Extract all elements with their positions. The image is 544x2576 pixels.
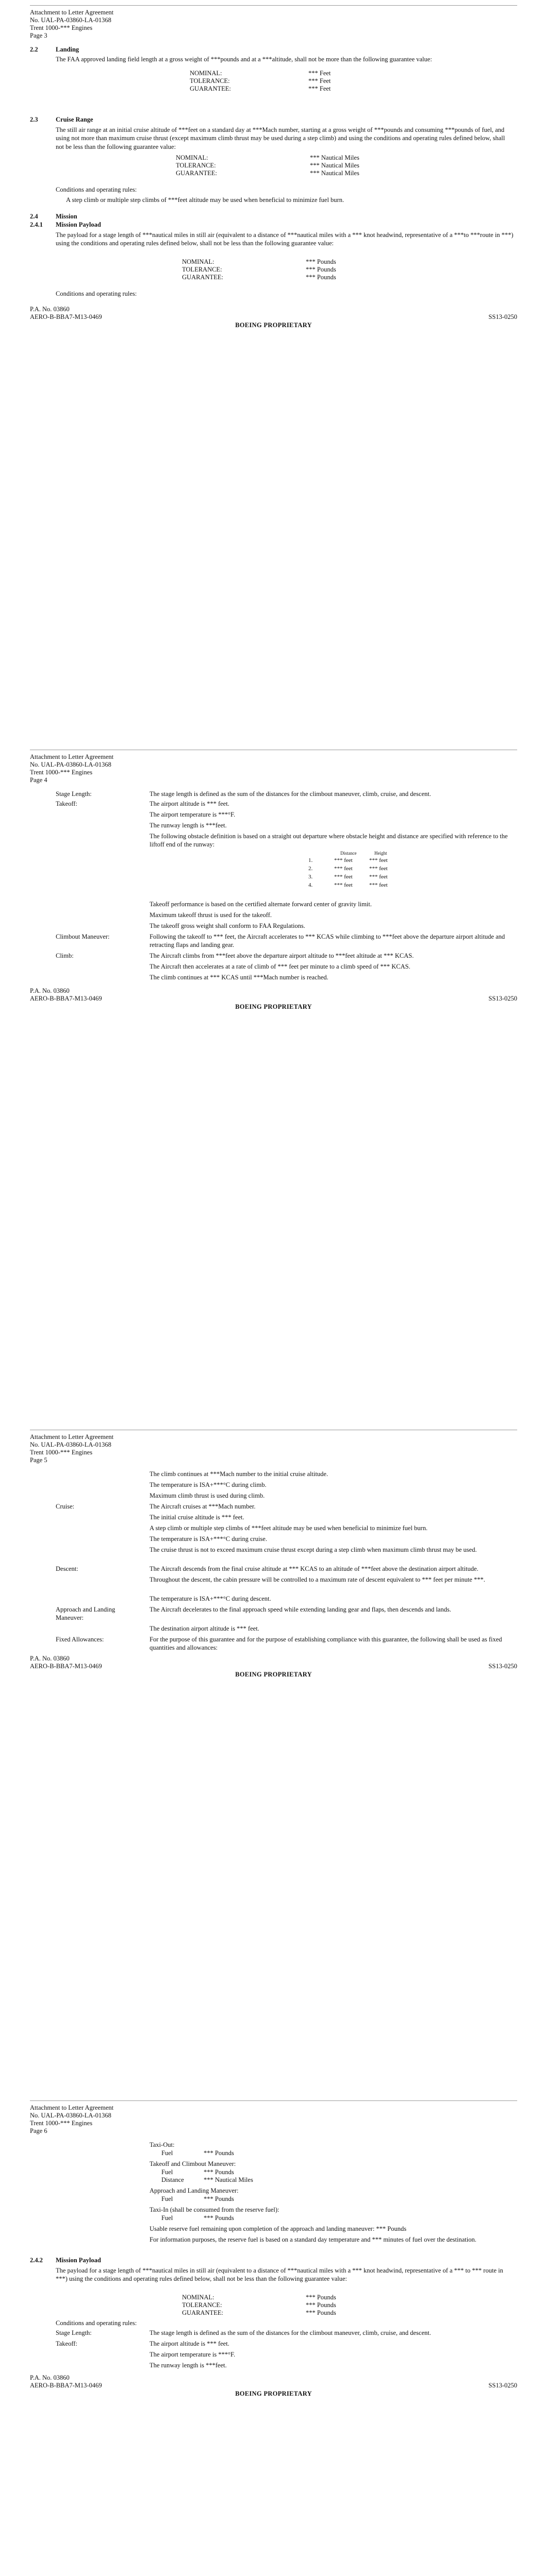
- takeoff-thrust-text: Maximum takeoff thrust is used for the takeoff.: [150, 911, 272, 919]
- climb-text-3: The climb continues at *** KCAS until ***Mach number is reached.: [150, 974, 328, 981]
- stage-length-label: Stage Length:: [56, 2329, 92, 2336]
- tolerance-value: *** Feet: [308, 77, 331, 84]
- climb-text-6: Maximum climb thrust is used during climb.: [150, 1492, 265, 1499]
- climb-text-4: The climb continues at ***Mach number to the initial cruise altitude.: [150, 1470, 328, 1478]
- takeoff-label: Takeoff:: [56, 800, 77, 807]
- section-number: 2.4: [30, 213, 38, 220]
- tolerance-value: *** Pounds: [306, 266, 336, 273]
- header-page-number: Page 3: [30, 32, 47, 39]
- nominal-label: NOMINAL:: [176, 154, 208, 161]
- ti-fuel-label: Fuel: [161, 2214, 173, 2222]
- footer-aero-code: AERO-B-BBA7-M13-0469: [30, 313, 102, 320]
- takeoff-runway-length: The runway length is ***feet.: [150, 2362, 227, 2369]
- climbout-maneuver-label: Climbout Maneuver:: [56, 933, 110, 940]
- mission-payload-2-paragraph: The payload for a stage length of ***nautical miles in still air (equivalent to a distance of ***nautical miles with a *** knot headwind, representative of a *** to *** route in ***) using the conditions and operating rules defined below, shall not be less than the following guarantee value:: [56, 2267, 503, 2283]
- climb-text-1: The Aircraft climbs from ***feet above the departure airport altitude to ***feet altitude at *** KCAS.: [150, 952, 414, 959]
- page-5: [30, 1430, 517, 2027]
- approach-landing-label: [56, 1605, 149, 1622]
- section-heading-mission-payload: [30, 221, 101, 229]
- cruise-text-2: The initial cruise altitude is *** feet.: [150, 1514, 244, 1521]
- header-line-2: No. UAL-PA-03860-LA-01368: [30, 16, 111, 24]
- guarantee-label: GUARANTEE:: [182, 2309, 223, 2316]
- section-title: Mission Payload: [56, 221, 101, 228]
- header-line-1: Attachment to Letter Agreement: [30, 9, 114, 16]
- climb-text-2: The Aircraft then accelerates at a rate of climb of *** feet per minute to a climb speed of *** KCAS.: [150, 963, 410, 970]
- page-header: [30, 2104, 113, 2134]
- header-line-3: Trent 1000-*** Engines: [30, 24, 93, 31]
- al-fuel-value: *** Pounds: [204, 2195, 234, 2202]
- section-heading-mission-payload-2: [30, 2256, 101, 2264]
- header-line-1: Attachment to Letter Agreement: [30, 753, 114, 760]
- conditions-label: Conditions and operating rules:: [56, 186, 137, 193]
- page-4: [30, 750, 517, 1347]
- nominal-label: NOMINAL:: [182, 2294, 215, 2301]
- cruise-label: Cruise:: [56, 1503, 75, 1510]
- climbout-maneuver-text: Following the takeoff to *** feet, the Aircraft accelerates to *** KCAS while climbing to ***feet above the departure airport altitude and retracting flaps and landing gear.: [150, 933, 505, 949]
- cruise-text-5: The cruise thrust is not to exceed maximum cruise thrust except during a step climb when maximum climb thrust may be used.: [150, 1546, 477, 1553]
- section-title: Mission Payload: [56, 2257, 101, 2264]
- cruise-text-4: The temperature is ISA+***°C during cruise.: [150, 1535, 267, 1543]
- stage-length-label: Stage Length:: [56, 790, 92, 798]
- section-number: 2.3: [30, 116, 38, 123]
- section-number: 2.4.2: [30, 2257, 43, 2264]
- approach-landing-label-line-1: Approach and Landing: [56, 1606, 116, 1613]
- footer-ss-code: SS13-0250: [488, 313, 517, 320]
- nominal-value: *** Feet: [308, 70, 331, 77]
- obstacle-height: *** feet: [369, 866, 388, 872]
- takeoff-airport-temperature: The airport temperature is ***°F.: [150, 2351, 236, 2358]
- payload-2-guarantee-values: [182, 2293, 336, 2316]
- climb-text-5: The temperature is ISA+***°C during climb.: [150, 1481, 267, 1488]
- footer-pa-number: P.A. No. 03860: [30, 306, 70, 313]
- header-page-number: Page 4: [30, 776, 47, 784]
- cruise-text-1: The Aircraft cruises at ***Mach number.: [150, 1503, 256, 1510]
- usable-reserve-fuel-text: Usable reserve fuel remaining upon completion of the approach and landing maneuver: *** Pounds: [150, 2225, 407, 2232]
- conditions-label: Conditions and operating rules:: [56, 290, 137, 297]
- landing-guarantee-values: [190, 69, 331, 92]
- reserve-info-text: For information purposes, the reserve fuel is based on a standard day temperature and *** minutes of fuel over the destination.: [150, 2236, 476, 2243]
- footer-aero-code: AERO-B-BBA7-M13-0469: [30, 2382, 102, 2389]
- fixed-allowances-text: For the purpose of this guarantee and for the purpose of establishing compliance with this guarantee, the following shall be used as fixed quantities and allowances:: [150, 1636, 502, 1652]
- descent-text-2: Throughout the descent, the cabin pressure will be controlled to a maximum rate of descent equivalent to *** feet per minute ***.: [150, 1576, 485, 1583]
- nominal-label: NOMINAL:: [190, 70, 222, 77]
- footer-proprietary: BOEING PROPRIETARY: [235, 1671, 312, 1678]
- page-header: [30, 753, 113, 784]
- tc-distance-label: Distance: [161, 2176, 184, 2183]
- header-line-2: No. UAL-PA-03860-LA-01368: [30, 1441, 111, 1448]
- nominal-value: *** Pounds: [306, 2294, 336, 2301]
- obstacle-row-number: 1.: [308, 857, 313, 863]
- guarantee-label: GUARANTEE:: [176, 170, 217, 177]
- descent-text-1: The Aircraft descends from the final cruise altitude at *** KCAS to an altitude of ***feet above the destination airport altitude.: [150, 1565, 479, 1572]
- approach-landing-maneuver-label: Approach and Landing Maneuver:: [150, 2187, 239, 2194]
- landing-paragraph: The FAA approved landing field length at a gross weight of ***pounds and at a ***altitude, shall not be more than the following guarantee value:: [56, 56, 432, 63]
- obstacle-row-number: 4.: [308, 882, 313, 888]
- page-top-rule: [30, 2100, 517, 2101]
- obstacle-row-number: 3.: [308, 874, 313, 880]
- takeoff-cg-text: Takeoff performance is based on the certified alternate forward center of gravity limit.: [150, 901, 372, 908]
- footer-ss-code: SS13-0250: [488, 995, 517, 1002]
- nominal-value: *** Pounds: [306, 258, 336, 265]
- cruise-guarantee-values: [176, 154, 359, 177]
- takeoff-runway-length: The runway length is ***feet.: [150, 822, 227, 829]
- obstacle-distance: *** feet: [334, 866, 353, 872]
- guarantee-value: *** Feet: [308, 85, 331, 92]
- guarantee-value: *** Pounds: [306, 2309, 336, 2316]
- takeoff-airport-altitude: The airport altitude is *** feet.: [150, 2340, 229, 2347]
- section-title: Landing: [56, 46, 79, 53]
- conditions-label: Conditions and operating rules:: [56, 2319, 137, 2327]
- page-top-rule: [30, 5, 517, 6]
- payload-guarantee-values: [182, 258, 336, 281]
- mission-payload-paragraph: The payload for a stage length of ***nautical miles in still air (equivalent to a distance of ***nautical miles with a *** knot headwind, representative of a ***to ***route in ***) using the conditions and operating rules defined below, shall not be less than the following guarantee value:: [56, 231, 514, 247]
- footer-pa-number: P.A. No. 03860: [30, 987, 70, 994]
- nominal-value: *** Nautical Miles: [310, 154, 359, 161]
- column-header-distance: Distance: [340, 851, 357, 856]
- footer-ss-code: SS13-0250: [488, 2382, 517, 2389]
- climb-label: Climb:: [56, 952, 74, 959]
- ti-fuel-value: *** Pounds: [204, 2214, 234, 2222]
- nominal-label: NOMINAL:: [182, 258, 215, 265]
- footer-ss-code: SS13-0250: [488, 1663, 517, 1670]
- fixed-allowances-label: Fixed Allowances:: [56, 1636, 104, 1643]
- header-page-number: Page 6: [30, 2127, 47, 2134]
- footer-proprietary: BOEING PROPRIETARY: [235, 2390, 312, 2397]
- footer-pa-number: P.A. No. 03860: [30, 1655, 70, 1662]
- section-title: Cruise Range: [56, 116, 93, 123]
- tolerance-label: TOLERANCE:: [176, 162, 216, 169]
- tolerance-label: TOLERANCE:: [182, 266, 222, 273]
- footer-aero-code: AERO-B-BBA7-M13-0469: [30, 1663, 102, 1670]
- section-number: 2.4.1: [30, 221, 43, 228]
- obstacle-distance: *** feet: [334, 874, 353, 880]
- approach-text-1: The Aircraft decelerates to the final approach speed while extending landing gear and flaps, then descends and lands.: [150, 1606, 451, 1613]
- stage-length-text: The stage length is defined as the sum of the distances for the climbout maneuver, climb, cruise, and descent.: [150, 790, 431, 798]
- tolerance-value: *** Nautical Miles: [310, 162, 359, 169]
- descent-text-3: The temperature is ISA+***°C during descent.: [150, 1595, 271, 1602]
- taxi-in-label: Taxi-In (shall be consumed from the reserve fuel):: [150, 2206, 279, 2213]
- tolerance-label: TOLERANCE:: [182, 2301, 222, 2309]
- obstacle-height: *** feet: [369, 857, 388, 863]
- header-line-3: Trent 1000-*** Engines: [30, 769, 93, 776]
- taxi-out-fuel-value: *** Pounds: [204, 2149, 234, 2157]
- guarantee-value: *** Pounds: [306, 274, 336, 281]
- cruise-text-3: A step climb or multiple step climbs of ***feet altitude may be used when beneficial to minimize fuel burn.: [150, 1524, 428, 1532]
- tc-distance-value: *** Nautical Miles: [204, 2176, 253, 2183]
- takeoff-weight-text: The takeoff gross weight shall conform to FAA Regulations.: [150, 922, 305, 929]
- tc-fuel-value: *** Pounds: [204, 2168, 234, 2176]
- footer-pa-number: P.A. No. 03860: [30, 2374, 70, 2381]
- section-heading-landing: [30, 45, 79, 54]
- step-climb-text: A step climb or multiple step climbs of ***feet altitude may be used when beneficial to minimize fuel burn.: [66, 196, 344, 204]
- takeoff-airport-altitude: The airport altitude is *** feet.: [150, 800, 229, 807]
- tolerance-value: *** Pounds: [306, 2301, 336, 2309]
- obstacle-distance: *** feet: [334, 882, 353, 888]
- footer-aero-code: AERO-B-BBA7-M13-0469: [30, 995, 102, 1002]
- obstacle-height: *** feet: [369, 874, 388, 880]
- obstacle-table: [308, 851, 463, 892]
- obstacle-distance: *** feet: [334, 857, 353, 863]
- header-line-1: Attachment to Letter Agreement: [30, 2104, 114, 2111]
- obstacle-height: *** feet: [369, 882, 388, 888]
- guarantee-label: GUARANTEE:: [182, 274, 223, 281]
- section-heading-cruise-range: [30, 115, 93, 124]
- taxi-out-fuel-label: Fuel: [161, 2149, 173, 2157]
- header-line-3: Trent 1000-*** Engines: [30, 2120, 93, 2127]
- footer-proprietary: BOEING PROPRIETARY: [235, 1003, 312, 1010]
- page-header: [30, 1433, 113, 1464]
- page-3: [30, 5, 517, 603]
- takeoff-obstacle-definition: The following obstacle definition is based on a straight out departure where obstacle height and distance are specified with reference to the liftoff end of the runway:: [150, 833, 508, 849]
- approach-text-2: The destination airport altitude is *** feet.: [150, 1625, 259, 1632]
- section-number: 2.2: [30, 46, 38, 53]
- guarantee-label: GUARANTEE:: [190, 85, 231, 92]
- tc-fuel-label: Fuel: [161, 2168, 173, 2176]
- page-header: [30, 8, 113, 39]
- footer-proprietary: BOEING PROPRIETARY: [235, 321, 312, 329]
- page-6: [30, 2100, 517, 2576]
- header-line-1: Attachment to Letter Agreement: [30, 1433, 114, 1440]
- header-line-3: Trent 1000-*** Engines: [30, 1449, 93, 1456]
- cruise-range-paragraph: The still air range at an initial cruise altitude of ***feet on a standard day at ***Mach number, starting at a gross weight of ***pounds and consuming ***pounds of fuel, and using not more than maximum cruise thrust (except maximum climb thrust may be used during a step climb) and using the conditions and operating rules defined below, shall not be less than the following guarantee value:: [56, 126, 505, 150]
- approach-landing-label-line-2: Maneuver:: [56, 1614, 84, 1622]
- takeoff-label: Takeoff:: [56, 2340, 77, 2347]
- takeoff-airport-temperature: The airport temperature is ***°F.: [150, 811, 236, 818]
- header-line-2: No. UAL-PA-03860-LA-01368: [30, 761, 111, 768]
- section-title: Mission: [56, 213, 77, 220]
- obstacle-row-number: 2.: [308, 866, 313, 872]
- header-page-number: Page 5: [30, 1456, 47, 1464]
- section-heading-mission: [30, 212, 77, 221]
- stage-length-text: The stage length is defined as the sum of the distances for the climbout maneuver, climb, cruise, and descent.: [150, 2329, 431, 2336]
- guarantee-value: *** Nautical Miles: [310, 170, 359, 177]
- header-line-2: No. UAL-PA-03860-LA-01368: [30, 2112, 111, 2119]
- tolerance-label: TOLERANCE:: [190, 77, 230, 84]
- taxi-out-label: Taxi-Out:: [150, 2141, 175, 2148]
- al-fuel-label: Fuel: [161, 2195, 173, 2202]
- takeoff-climbout-label: Takeoff and Climbout Maneuver:: [150, 2160, 236, 2167]
- column-header-height: Height: [374, 851, 387, 856]
- descent-label: Descent:: [56, 1565, 78, 1572]
